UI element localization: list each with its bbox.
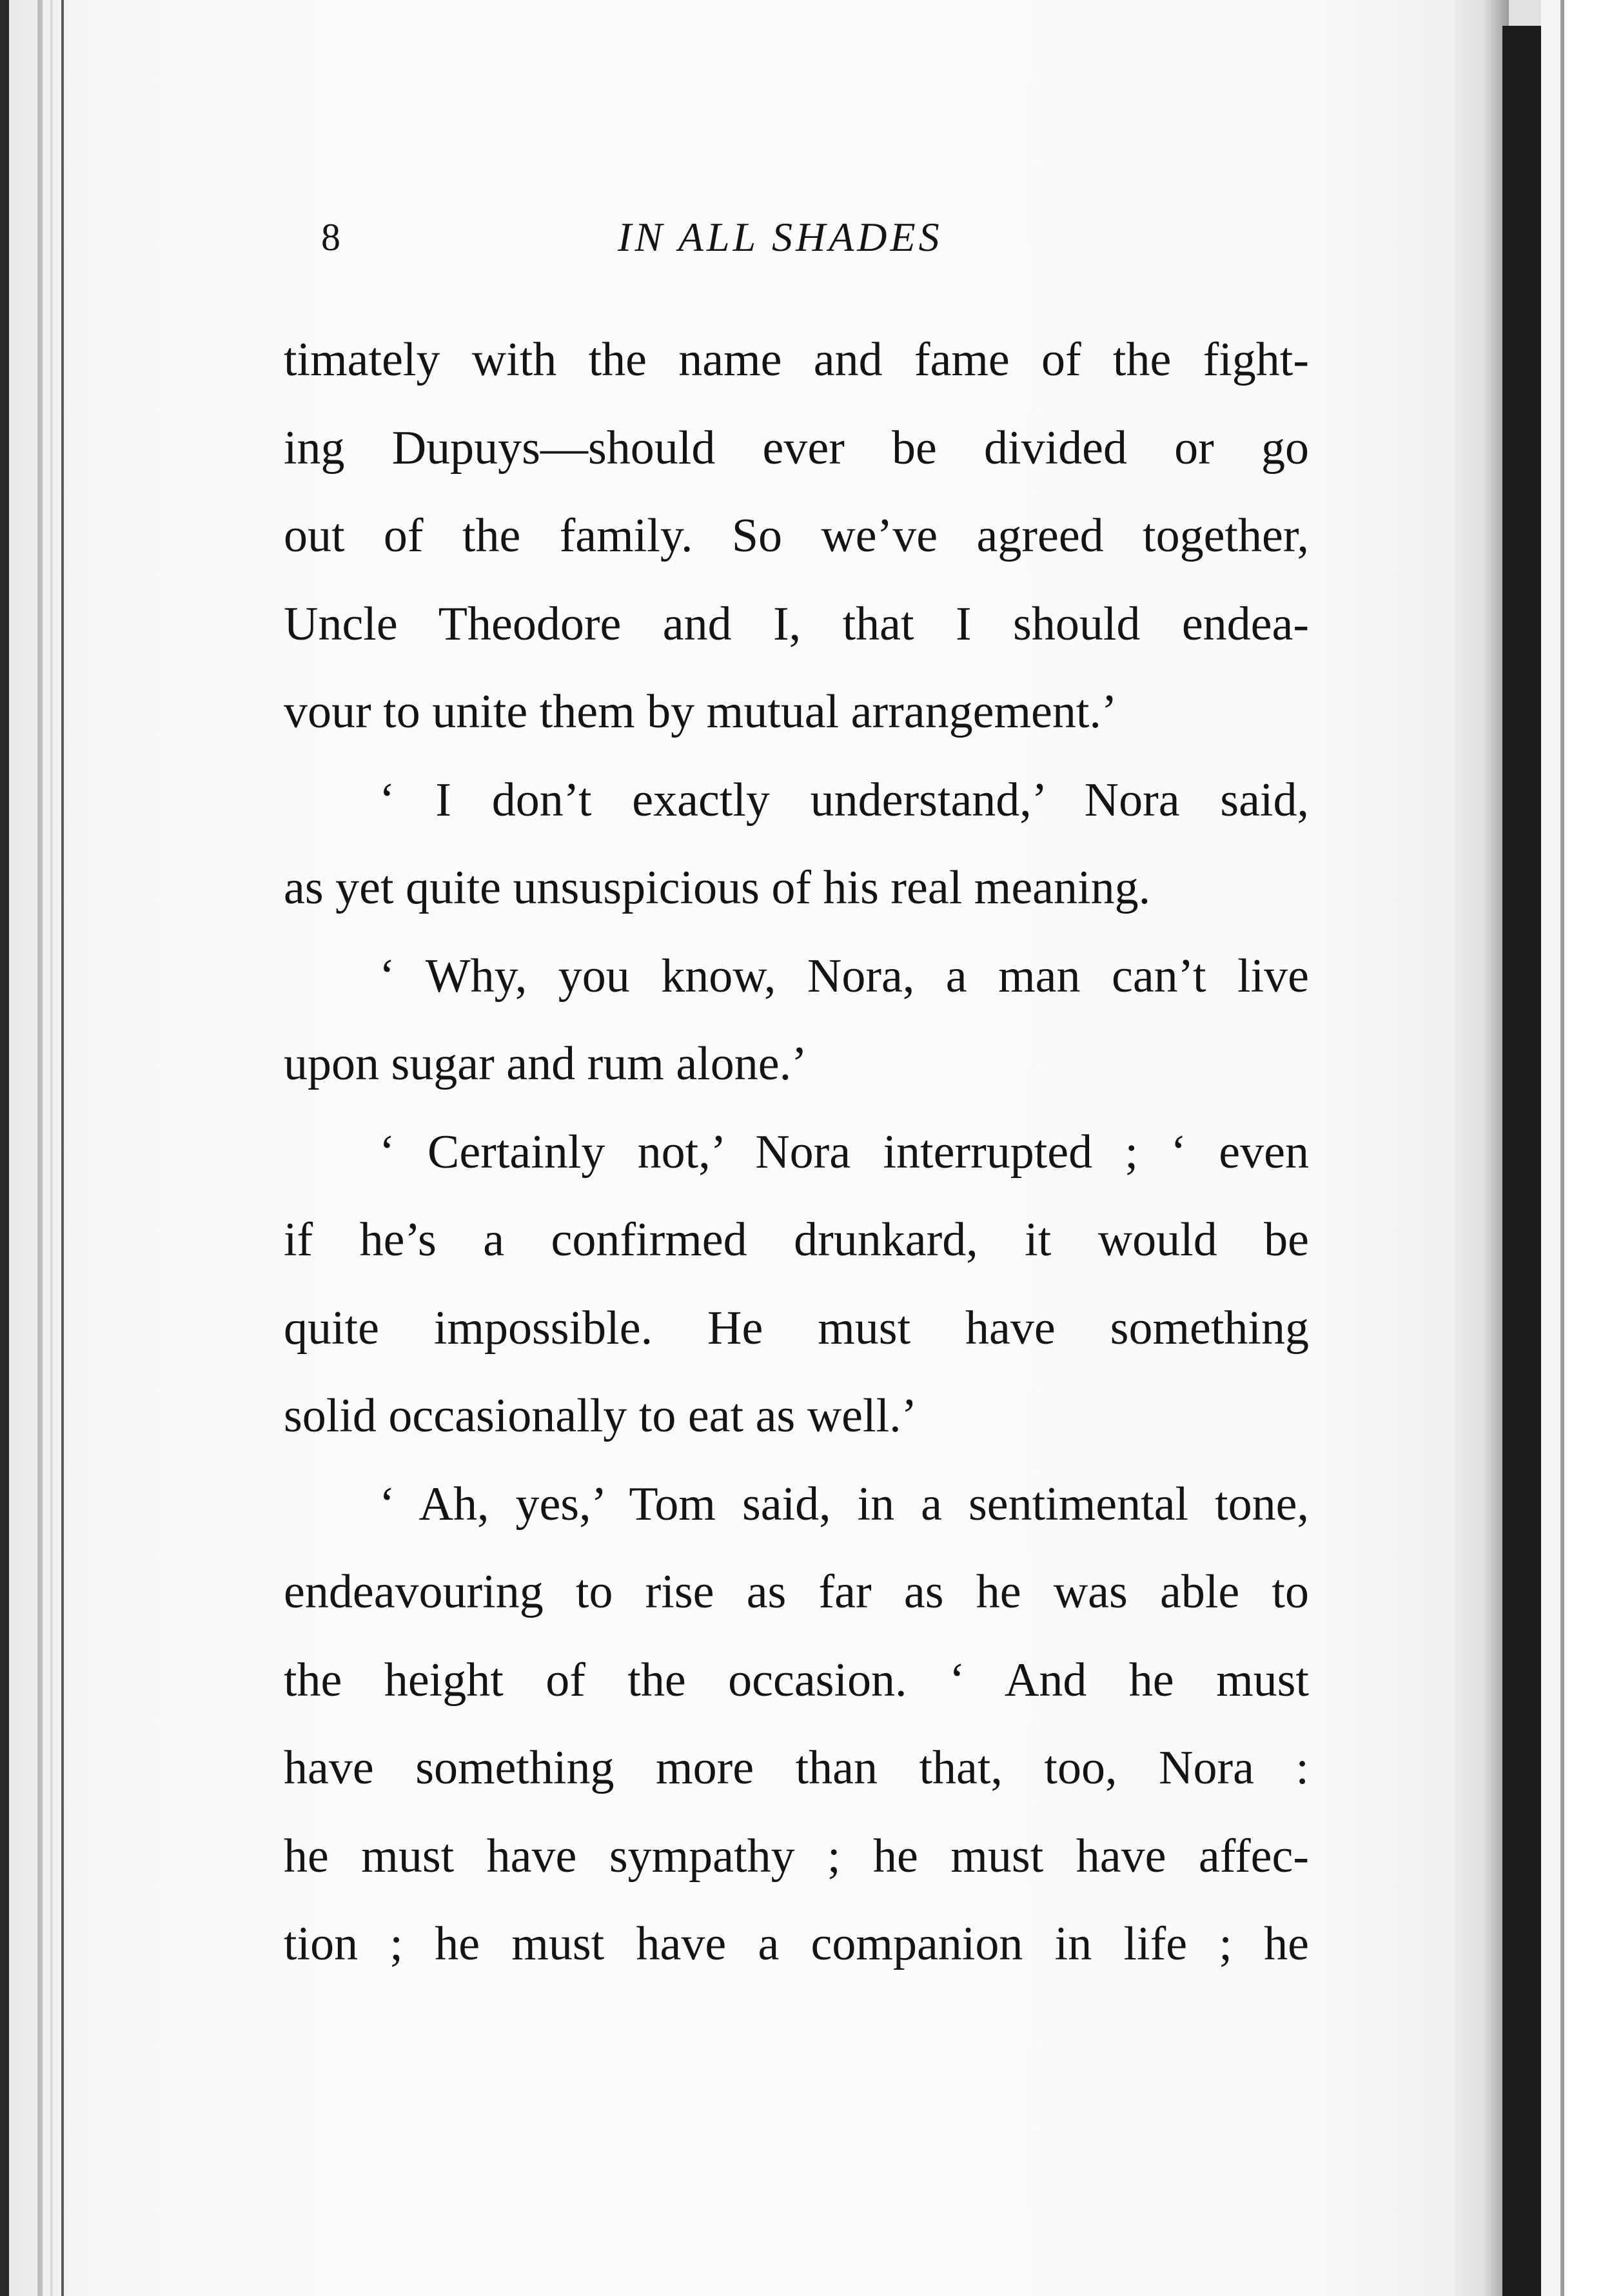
text-line: as yet quite unsuspicious of his real meaning. (284, 861, 1151, 914)
text-line: have something more than that, too, Nora : (284, 1742, 1309, 1794)
text-line: Uncle Theodore and I, that I should endea- (284, 597, 1309, 651)
body-text (284, 316, 1309, 1988)
text-line: quite impossible. He must have something (284, 1301, 1309, 1355)
text-line: ‘ Why, you know, Nora, a man can’t live (379, 949, 1309, 1003)
binding-edge-right (1502, 26, 1541, 2296)
text-line: he must have sympathy ; he must have affec- (284, 1829, 1309, 1883)
text-line: if he’s a confirmed drunkard, it would be (284, 1213, 1309, 1266)
text-line: out of the family. So we’ve agreed together, (284, 509, 1309, 562)
binding-edge-left (0, 0, 9, 2296)
text-line: timately with the name and fame of the fight- (284, 333, 1309, 386)
page-edge-right (1541, 0, 1560, 2296)
text-line: ‘ Certainly not,’ Nora interrupted ; ‘ even (379, 1125, 1309, 1179)
running-head: IN ALL SHADES (618, 214, 943, 260)
page-number: 8 (321, 216, 340, 259)
text-line: ing Dupuys—should ever be divided or go (284, 421, 1309, 475)
text-line: vour to unite them by mutual arrangement.’ (284, 685, 1117, 738)
page-edge-left-highlight (50, 0, 52, 2296)
page-header (0, 205, 1603, 270)
page-border-left (61, 0, 64, 2296)
text-line: tion ; he must have a companion in life ; he (284, 1918, 1309, 1970)
text-line: solid occasionally to eat as well.’ (284, 1389, 918, 1442)
page-edge-left (37, 0, 43, 2296)
text-line: ‘ Ah, yes,’ Tom said, in a sentimental tone, (379, 1477, 1309, 1531)
scan-margin-right (1564, 0, 1603, 2296)
text-line: endeavouring to rise as far as he was able to (284, 1565, 1309, 1618)
text-line: upon sugar and rum alone.’ (284, 1037, 807, 1090)
text-line: the height of the occasion. ‘ And he must (284, 1653, 1309, 1707)
text-line: ‘ I don’t exactly understand,’ Nora said, (379, 773, 1309, 827)
